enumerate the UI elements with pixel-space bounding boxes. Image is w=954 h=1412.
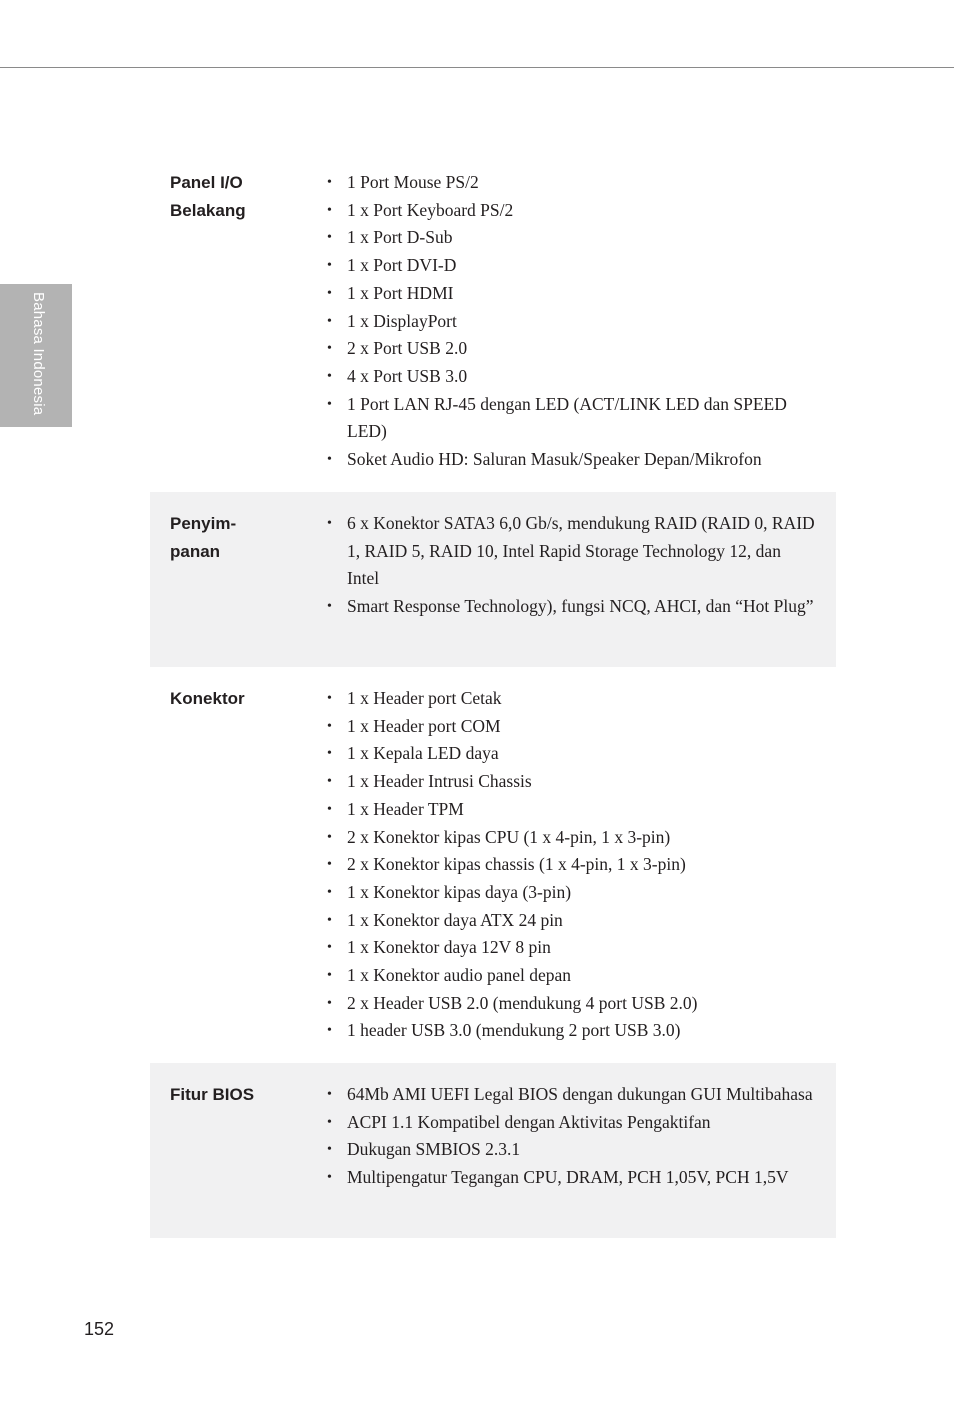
spec-row-items <box>327 685 816 1063</box>
spec-item: • 2 x Konektor kipas CPU (1 x 4-pin, 1 x 3-pin) <box>327 824 816 852</box>
spec-item: • 1 x Konektor kipas daya (3-pin) <box>327 879 816 907</box>
spec-item: • 64Mb AMI UEFI Legal BIOS dengan dukungan GUI Multibahasa <box>327 1081 816 1109</box>
spec-item: • 1 x Port Keyboard PS/2 <box>327 197 816 225</box>
spec-item: • 1 x Port DVI-D <box>327 252 816 280</box>
spec-item: • 1 x DisplayPort <box>327 308 816 336</box>
spec-item: • 2 x Port USB 2.0 <box>327 335 816 363</box>
spec-item: • 2 x Header USB 2.0 (mendukung 4 port USB 2.0) <box>327 990 816 1018</box>
spec-table <box>150 165 836 1238</box>
spec-item: • 1 x Konektor audio panel depan <box>327 962 816 990</box>
spec-row-storage <box>150 492 836 667</box>
language-side-tab-label: Bahasa Indonesia <box>30 292 47 416</box>
spec-item: • ACPI 1.1 Kompatibel dengan Aktivitas Pengaktifan <box>327 1109 816 1137</box>
spec-item: • 1 x Kepala LED daya <box>327 740 816 768</box>
spec-row-items <box>327 1081 816 1238</box>
spec-item: • Soket Audio HD: Saluran Masuk/Speaker Depan/Mikrofon <box>327 446 816 474</box>
spec-row-items <box>327 169 816 492</box>
spec-item: • 1 x Konektor daya 12V 8 pin <box>327 934 816 962</box>
spec-item: • 1 x Header port Cetak <box>327 685 816 713</box>
spec-item: • 1 x Header port COM <box>327 713 816 741</box>
spec-row-connectors <box>150 667 836 1063</box>
spec-item: • Smart Response Technology), fungsi NCQ, AHCI, dan “Hot Plug” <box>327 593 816 621</box>
spec-row-items <box>327 510 816 667</box>
spec-row-label: Konektor <box>170 689 245 708</box>
spec-item: • 1 x Port D-Sub <box>327 224 816 252</box>
spec-item: • 1 Port LAN RJ-45 dengan LED (ACT/LINK LED dan SPEED LED) <box>327 391 816 446</box>
spec-item: • 1 header USB 3.0 (mendukung 2 port USB 3.0) <box>327 1017 816 1045</box>
page-number: 152 <box>84 1319 115 1339</box>
spec-item: • 1 x Konektor daya ATX 24 pin <box>327 907 816 935</box>
spec-item: • 4 x Port USB 3.0 <box>327 363 816 391</box>
spec-item: • 6 x Konektor SATA3 6,0 Gb/s, mendukung RAID (RAID 0, RAID 1, RAID 5, RAID 10, Intel Rapid Storage Technology 12, dan Intel <box>327 510 816 593</box>
spec-item: • Dukugan SMBIOS 2.3.1 <box>327 1136 816 1164</box>
spec-item: • 1 x Port HDMI <box>327 280 816 308</box>
header-rule <box>0 67 954 68</box>
spec-row-rear-panel-io <box>150 165 836 492</box>
spec-row-label: Panel I/O Belakang <box>170 173 246 220</box>
spec-row-label: Fitur BIOS <box>170 1085 255 1104</box>
spec-item: • 2 x Konektor kipas chassis (1 x 4-pin, 1 x 3-pin) <box>327 851 816 879</box>
spec-row-label: Penyim- panan <box>170 514 237 561</box>
spec-row-bios-features <box>150 1063 836 1238</box>
spec-item: • 1 x Header Intrusi Chassis <box>327 768 816 796</box>
spec-item: • 1 x Header TPM <box>327 796 816 824</box>
spec-item: • Multipengatur Tegangan CPU, DRAM, PCH 1,05V, PCH 1,5V <box>327 1164 816 1192</box>
spec-item: • 1 Port Mouse PS/2 <box>327 169 816 197</box>
